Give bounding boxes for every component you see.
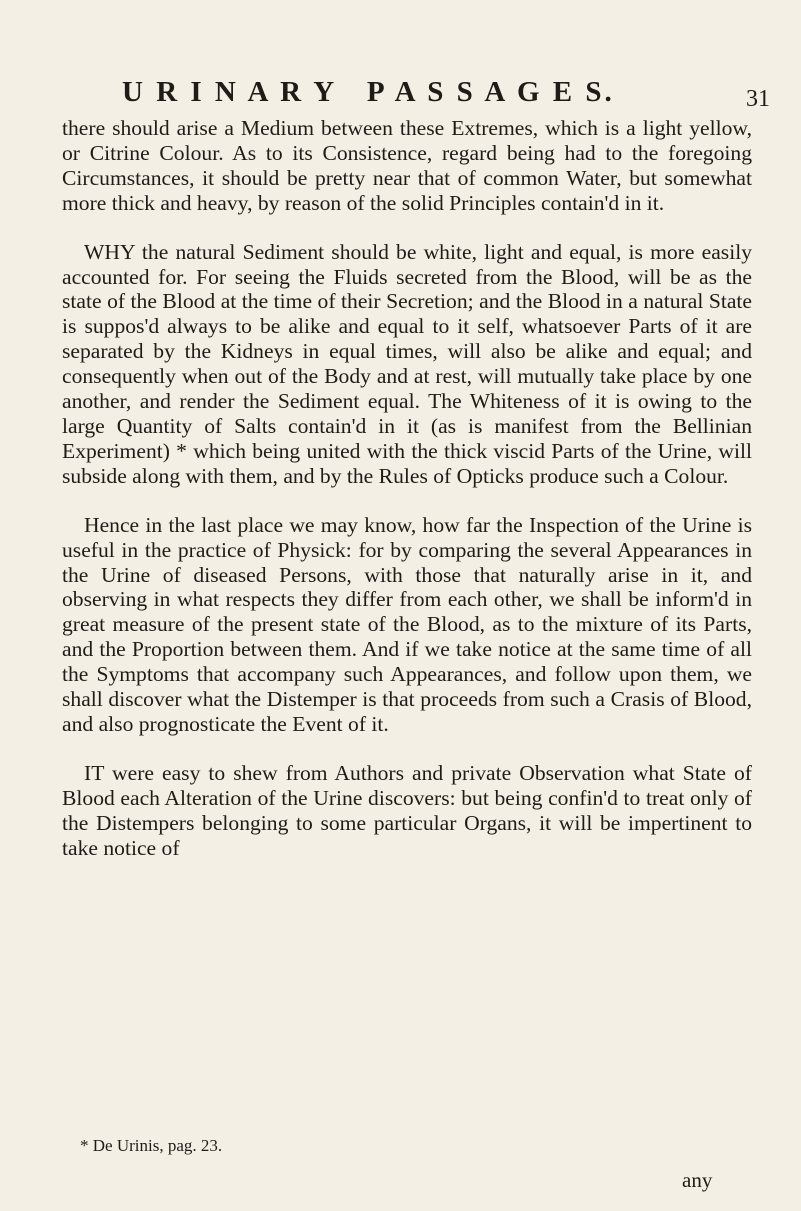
paragraph-1: there should arise a Medium between these Extremes, which is a light yellow, or Citrine Colour. As to its Consistence, regard being had to the foregoing Circumstances, it should be pretty near that of common Water, but somewhat more thick and heavy, by reason of the solid Principles contain'd in it. (62, 116, 752, 215)
catchword: any (682, 1168, 713, 1192)
body-text (62, 116, 752, 860)
paragraph-3: Hence in the last place we may know, how far the Inspection of the Urine is useful in the practice of Physick: for by comparing the several Appearances in the Urine of diseased Persons, with those that naturally arise in it, and observing in what respects they differ from each other, we shall be inform'd in great measure of the present state of the Blood, as to the mixture of its Parts, and the Proportion between them. And if we take notice at the same time of all the Symptoms that accompany such Appearances, and follow upon them, we shall discover what the Distemper is that proceeds from such a Crasis of Blood, and also prognosticate the Event of it. (62, 512, 752, 736)
paragraph-2: WHY the natural Sediment should be white, light and equal, is more easily accounted for. For seeing the Fluids secreted from the Blood, will be as the state of the Blood at the time of their Secretion; and the Blood in a natural State is suppos'd always to be alike and equal to it self, whatsoever Parts of it are separated by the Kidneys in equal times, will also be alike and equal; and consequently when out of the Body and at rest, will mutually take place by one another, and render the Sediment equal. The Whiteness of it is owing to the large Quantity of Salts contain'd in it (as is manifest from the Bellinian Experiment) * which being united with the thick viscid Parts of the Urine, will subside along with them, and by the Rules of Opticks produce such a Colour. (62, 239, 752, 488)
running-title-word1: U R I N A R Y (122, 76, 337, 108)
running-title (122, 76, 615, 109)
paragraph-4: IT were easy to shew from Authors and private Observation what State of Blood each Alteration of the Urine discovers: but being confin'd to treat only of the Distempers belonging to some particular Organs, it will be impertinent to take notice of (62, 760, 752, 860)
running-title-word2: P A S S A G E S. (366, 76, 615, 108)
footnote: * De Urinis, pag. 23. (80, 1136, 223, 1155)
page-number: 31 (746, 86, 770, 112)
